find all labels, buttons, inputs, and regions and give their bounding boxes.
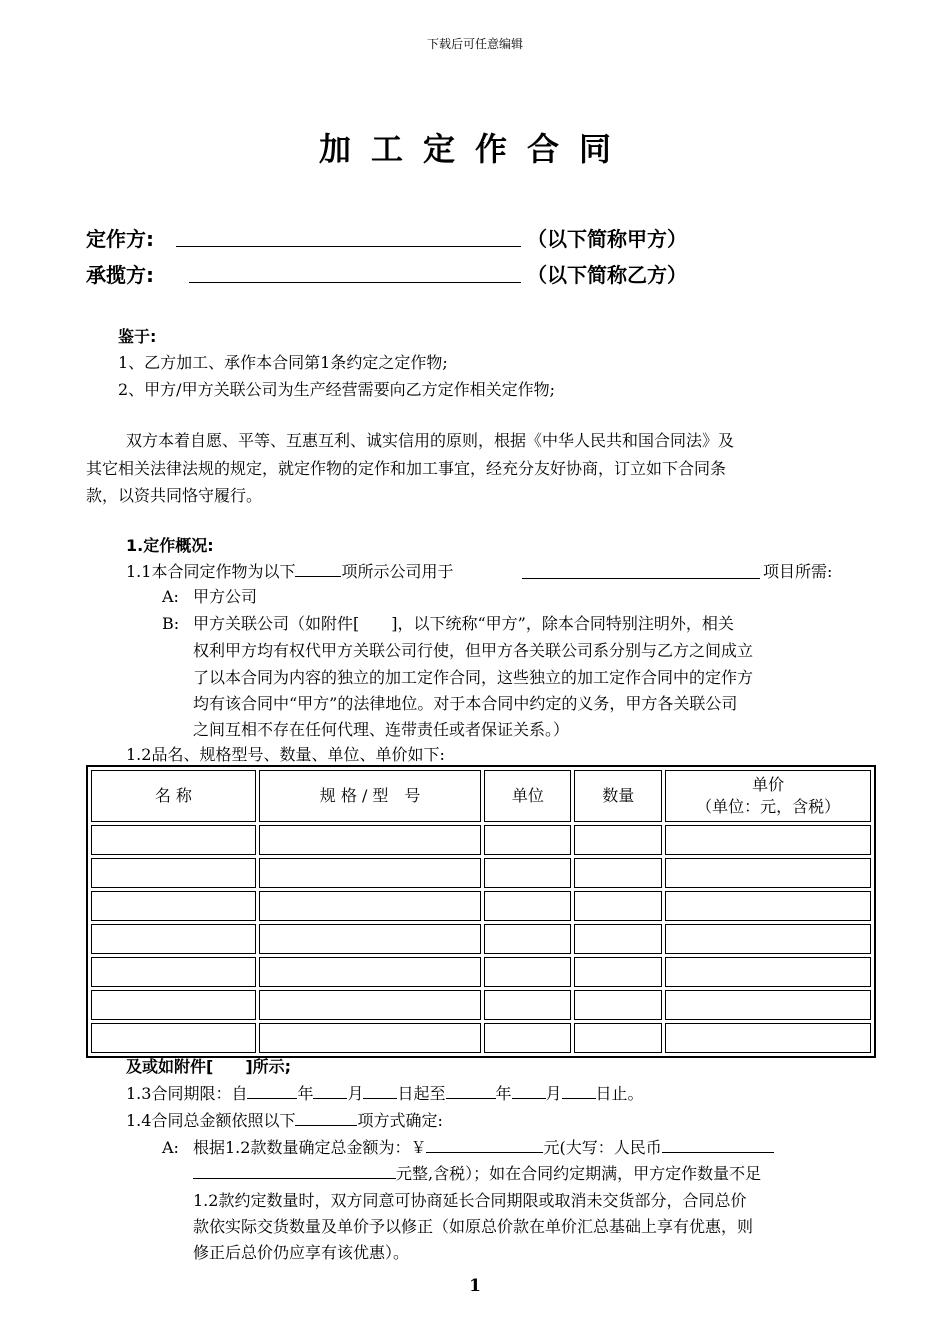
option-14a-line-5: 修正后总价仍应享有该优惠）。 [193,1243,410,1262]
label-year-1: 年 [297,1084,314,1103]
page-number: 1 [469,1276,481,1296]
option-b-line-2: 权利甲方均有权代甲方关联公司行使，但甲方各关联公司系分别与乙方之间成立 [193,641,754,660]
col-header-price-note: （单位：元，含税） [696,797,841,816]
blank-option-count [295,560,341,577]
cell[interactable] [259,924,482,954]
option-14a-line-1 [193,1134,774,1161]
clause-1-1 [126,558,453,585]
col-header-unit: 单位 [484,770,571,822]
cell[interactable] [665,957,871,987]
cell[interactable] [574,990,662,1020]
option-14a-text-c: 元整,含税）；如在合同约定期满，甲方定作数量不足 [396,1164,762,1183]
cell[interactable] [574,891,662,921]
cell[interactable] [259,990,482,1020]
blank-amount-words-cont [193,1162,396,1179]
blank-end-month [512,1082,546,1099]
blank-method [295,1109,357,1126]
blank-start-year [247,1082,297,1099]
label-month-2: 月 [545,1084,562,1103]
col-header-price-label: 单价 [752,775,785,794]
intro-line-3: 款，以资共同恪守履行。 [86,486,263,505]
option-14a-text-a: 根据1.2款数量确定总金额为：￥ [193,1138,427,1157]
option-14a-text-b: 元(大写：人民币 [543,1138,662,1157]
blank-start-month [313,1082,347,1099]
cell[interactable] [91,957,256,987]
option-14a-line-2 [193,1160,761,1187]
cell[interactable] [484,990,571,1020]
clause-1-4 [126,1107,443,1134]
spec-table [86,765,876,1058]
cell[interactable] [91,825,256,855]
whereas-item-2: 2、甲方/甲方关联公司为生产经营需要向乙方定作相关定作物; [118,380,555,399]
col-header-qty: 数量 [574,770,662,822]
table-row [91,1023,871,1053]
blank-start-day [363,1082,397,1099]
party-b-label: 承揽方: [86,263,154,287]
blank-amount-figures [426,1136,543,1153]
label-year-2: 年 [495,1084,512,1103]
table-header-row [91,770,871,822]
cell[interactable] [91,891,256,921]
cell[interactable] [665,891,871,921]
option-a-text: 甲方公司 [193,587,258,606]
option-b-line-1: 甲方关联公司（如附件[ ]，以下统称“甲方”，除本合同特别注明外，相关 [193,614,734,633]
header-note: 下载后可任意编辑 [426,37,523,51]
party-a-label: 定作方: [86,227,154,251]
option-b-label: B: [162,614,180,633]
option-14a-line-3: 1.2款约定数量时，双方同意可协商延长合同期限或取消未交货部分，合同总价 [193,1191,747,1210]
label-day-2: 日止。 [595,1084,644,1103]
cell[interactable] [665,990,871,1020]
page-title: 加工定作合同 [318,130,631,168]
whereas-heading: 鉴于: [118,327,157,346]
table-row [91,990,871,1020]
intro-line-2: 其它相关法律法规的规定，就定作物的定作和加工事宜，经充分友好协商，订立如下合同条 [86,459,727,478]
cell[interactable] [574,1023,662,1053]
col-header-name: 名 称 [91,770,256,822]
cell[interactable] [484,924,571,954]
clause-1-3-text: 1.3合同期限：自 [126,1084,248,1103]
col-header-spec: 规 格 / 型 号 [259,770,482,822]
party-a-blank [176,246,521,247]
cell[interactable] [574,825,662,855]
cell[interactable] [259,1023,482,1053]
option-b-line-4: 均有该合同中“甲方”的法律地位。对于本合同中约定的义务，甲方各关联公司 [193,694,738,713]
cell[interactable] [259,957,482,987]
cell[interactable] [484,891,571,921]
clause-1-1-text-c: 项目所需: [763,562,833,581]
clause-1-1-text-a: 1.1本合同定作物为以下 [126,562,296,581]
cell[interactable] [574,957,662,987]
whereas-item-1: 1、乙方加工、承作本合同第1条约定之定作物; [118,353,448,372]
table-row [91,858,871,888]
cell[interactable] [484,1023,571,1053]
cell[interactable] [259,891,482,921]
cell[interactable] [259,825,482,855]
section1-heading: 1.定作概况: [126,536,214,555]
party-a-suffix: （以下简称甲方） [527,227,687,251]
cell[interactable] [91,1023,256,1053]
clause-1-3 [126,1080,644,1107]
cell[interactable] [484,825,571,855]
clause-1-2: 1.2品名、规格型号、数量、单位、单价如下: [126,745,445,764]
option-a-label: A: [162,587,179,606]
after-table-note: 及或如附件[ ]所示; [126,1057,292,1076]
cell[interactable] [484,957,571,987]
clause-1-4-text-b: 项方式确定: [357,1111,443,1130]
party-b-suffix: （以下简称乙方） [527,263,687,287]
table-row [91,924,871,954]
table-row [91,825,871,855]
cell[interactable] [91,924,256,954]
cell[interactable] [91,858,256,888]
blank-end-year [446,1082,496,1099]
label-day-1: 日起至 [397,1084,446,1103]
option-14a-line-4: 款依实际交货数量及单价予以修正（如原总价款在单价汇总基础上享有优惠，则 [193,1217,754,1236]
cell[interactable] [665,858,871,888]
party-b-blank [189,282,521,283]
cell[interactable] [665,1023,871,1053]
intro-line-1: 双方本着自愿、平等、互惠互利、诚实信用的原则，根据《中华人民共和国合同法》及 [126,431,735,450]
cell[interactable] [574,858,662,888]
label-month-1: 月 [347,1084,364,1103]
col-header-price [665,770,871,822]
clause-1-1-text-b: 项所示公司用于 [341,562,454,581]
table-row [91,957,871,987]
cell[interactable] [665,825,871,855]
option-14a-label: A: [162,1138,179,1157]
cell[interactable] [665,924,871,954]
cell[interactable] [574,924,662,954]
blank-project [522,578,760,579]
blank-amount-words [662,1136,774,1153]
cell[interactable] [484,858,571,888]
clause-1-4-text-a: 1.4合同总金额依照以下 [126,1111,296,1130]
option-b-line-5: 之间互相不存在任何代理、连带责任或者保证关系。） [193,720,570,739]
option-b-line-3: 了以本合同为内容的独立的加工定作合同，这些独立的加工定作合同中的定作方 [193,668,754,687]
blank-end-day [562,1082,596,1099]
table-row [91,891,871,921]
cell[interactable] [259,858,482,888]
cell[interactable] [91,990,256,1020]
